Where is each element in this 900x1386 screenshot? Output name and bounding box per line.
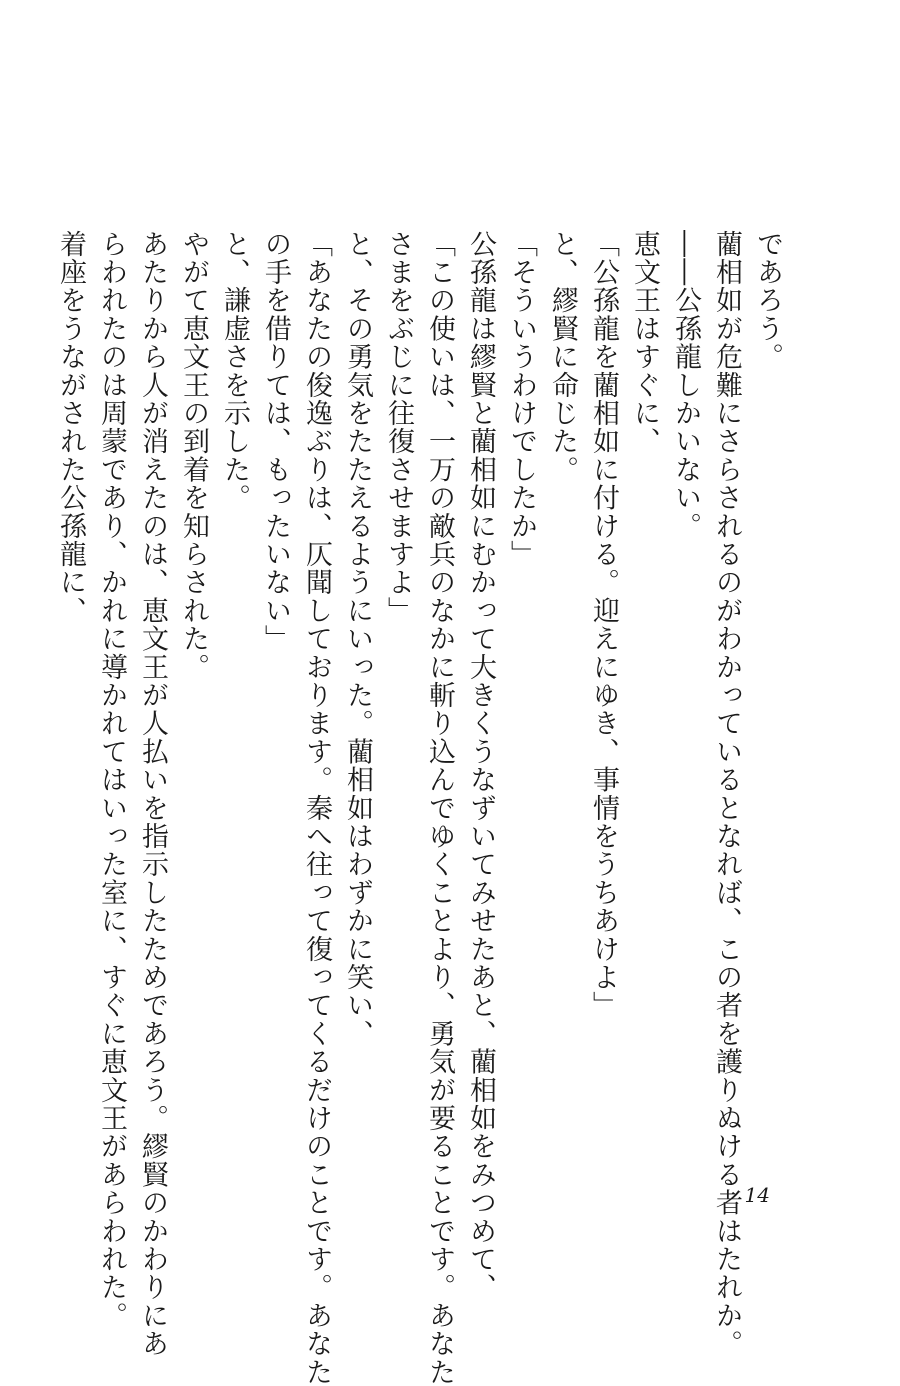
text-line: であろう。 [752,230,783,371]
text-line: 「そういうわけでしたか」 [506,230,537,569]
text-line: と、繆賢に命じた。 [547,230,578,484]
text-line: 「公孫龍を藺相如に付ける。迎えにゆき、事情をうちあけよ」 [588,230,619,1020]
text-line: らわれたのは周蒙であり、かれに導かれてはいった室に、すぐに恵文王があらわれた。 [96,230,127,1330]
text-line: の手を借りては、もったいない」 [260,230,291,653]
text-line: と、その勇気をたたえるようにいった。藺相如はわずかに笑い、 [342,230,373,1048]
text-line: 公孫龍は繆賢と藺相如にむかって大きくうなずいてみせたあと、藺相如をみつめて、 [465,230,496,1302]
page-number: 14 [744,1183,770,1207]
text-line: 「あなたの俊逸ぶりは、仄聞しております。秦へ往って復ってくるだけのことです。あなた [301,230,332,1386]
text-line: あたりから人が消えたのは、恵文王が人払いを指示したためであろう。繆賢のかわりにあ [137,230,168,1358]
text-line: 恵文王はすぐに、 [629,230,660,456]
text-line: やがて恵文王の到着を知らされた。 [178,230,209,682]
text-line: ――公孫龍しかいない。 [670,230,701,541]
text-line: 「この使いは、一万の敵兵のなかに斬り込んでゆくことより、勇気が要ることです。あなた [424,230,455,1386]
text-line: さまをぶじに往復させますよ」 [383,230,414,625]
text-line: と、謙虚さを示した。 [219,230,250,512]
text-line: 藺相如が危難にさらされるのがわかっているとなれば、この者を護りぬける者はたれか。 [711,230,742,1358]
text-line: 着座をうながされた公孫龍に、 [55,230,86,625]
